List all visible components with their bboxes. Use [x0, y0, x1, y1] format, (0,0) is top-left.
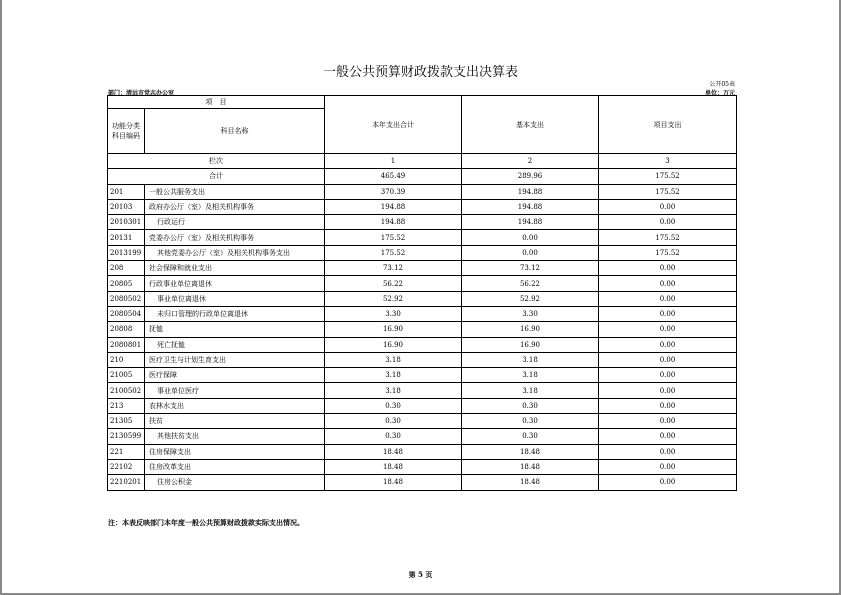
- project-expenditure-cell: 175.52: [599, 245, 737, 260]
- project-expenditure-cell: 0.00: [599, 291, 737, 306]
- basic-expenditure-cell: 18.48: [462, 444, 599, 459]
- subject-code: 2080504: [108, 306, 145, 321]
- subject-name: 党委办公厅（室）及相关机构事务: [145, 230, 325, 245]
- subject-name: 住房公积金: [145, 475, 325, 490]
- table-row: [108, 245, 737, 260]
- subject-code: 221: [108, 444, 145, 459]
- table-note: 注：本表反映部门本年度一般公共预算财政拨款实际支出情况。: [108, 518, 304, 527]
- total-value-3: 175.52: [599, 169, 737, 184]
- total-expenditure-cell: 56.22: [325, 276, 462, 291]
- project-expenditure-cell: 0.00: [599, 398, 737, 413]
- project-expenditure-cell: 0.00: [599, 352, 737, 367]
- subject-name: 其他党委办公厅（室）及相关机构事务支出: [145, 245, 325, 260]
- subject-name: 一般公共服务支出: [145, 184, 325, 199]
- subject-name-header: 科目名称: [145, 109, 325, 154]
- subject-code: 21305: [108, 414, 145, 429]
- total-expenditure-cell: 0.30: [325, 414, 462, 429]
- table-row: [108, 184, 737, 199]
- subject-code: 2210201: [108, 475, 145, 490]
- subject-code: 2130599: [108, 429, 145, 444]
- total-expenditure-cell: 3.30: [325, 306, 462, 321]
- total-row: [108, 169, 737, 184]
- total-expenditure-cell: 16.90: [325, 337, 462, 352]
- table-row: [108, 199, 737, 214]
- col-total-header: 本年支出合计: [325, 96, 462, 154]
- subject-code: 208: [108, 261, 145, 276]
- table-row: [108, 352, 737, 367]
- basic-expenditure-cell: 3.18: [462, 383, 599, 398]
- subject-code: 2010301: [108, 215, 145, 230]
- subject-name: 抚恤: [145, 322, 325, 337]
- total-expenditure-cell: 18.48: [325, 444, 462, 459]
- basic-expenditure-cell: 18.48: [462, 475, 599, 490]
- subject-code: 210: [108, 352, 145, 367]
- basic-expenditure-cell: 18.48: [462, 459, 599, 474]
- total-expenditure-cell: 52.92: [325, 291, 462, 306]
- subject-name: 医疗保障: [145, 368, 325, 383]
- total-expenditure-cell: 370.39: [325, 184, 462, 199]
- table-row: [108, 368, 737, 383]
- total-expenditure-cell: 3.18: [325, 368, 462, 383]
- basic-expenditure-cell: 0.30: [462, 398, 599, 413]
- project-expenditure-cell: 0.00: [599, 429, 737, 444]
- table-row: [108, 215, 737, 230]
- table-row: [108, 291, 737, 306]
- col-basic-header: 基本支出: [462, 96, 599, 154]
- subject-code: 2013199: [108, 245, 145, 260]
- total-value-2: 289.96: [462, 169, 599, 184]
- subject-code: 20131: [108, 230, 145, 245]
- basic-expenditure-cell: 0.00: [462, 230, 599, 245]
- header-row-item: [108, 96, 737, 109]
- table-row: [108, 398, 737, 413]
- basic-expenditure-cell: 16.90: [462, 322, 599, 337]
- basic-expenditure-cell: 194.88: [462, 199, 599, 214]
- subject-name: 其他扶贫支出: [145, 429, 325, 444]
- project-expenditure-cell: 0.00: [599, 383, 737, 398]
- project-expenditure-cell: 0.00: [599, 414, 737, 429]
- subject-name: 政府办公厅（室）及相关机构事务: [145, 199, 325, 214]
- item-header: 项 目: [108, 96, 325, 109]
- project-expenditure-cell: 0.00: [599, 368, 737, 383]
- total-expenditure-cell: 18.48: [325, 459, 462, 474]
- department-label: 部门：清远市党志办公室: [108, 90, 175, 97]
- total-label: 合计: [108, 169, 325, 184]
- table-row: [108, 337, 737, 352]
- subject-name: 行政运行: [145, 215, 325, 230]
- total-expenditure-cell: 0.30: [325, 429, 462, 444]
- subject-name: 未归口管理的行政单位离退休: [145, 306, 325, 321]
- total-expenditure-cell: 0.30: [325, 398, 462, 413]
- col-number-3: 3: [599, 154, 737, 169]
- col-number-1: 1: [325, 154, 462, 169]
- table-row: [108, 306, 737, 321]
- subject-name: 事业单位离退休: [145, 291, 325, 306]
- table-row: [108, 429, 737, 444]
- project-expenditure-cell: 0.00: [599, 475, 737, 490]
- project-expenditure-cell: 0.00: [599, 322, 737, 337]
- report-title: 一般公共预算财政拨款支出决算表: [322, 65, 518, 80]
- table-row: [108, 459, 737, 474]
- unit-label: 单位：万元: [704, 90, 735, 97]
- basic-expenditure-cell: 194.88: [462, 215, 599, 230]
- total-expenditure-cell: 175.52: [325, 230, 462, 245]
- basic-expenditure-cell: 52.92: [462, 291, 599, 306]
- project-expenditure-cell: 0.00: [599, 444, 737, 459]
- basic-expenditure-cell: 3.30: [462, 306, 599, 321]
- subject-name: 农林水支出: [145, 398, 325, 413]
- project-expenditure-cell: 0.00: [599, 337, 737, 352]
- subject-code: 2080801: [108, 337, 145, 352]
- table-row: [108, 444, 737, 459]
- subject-code: 2100502: [108, 383, 145, 398]
- table-row: [108, 261, 737, 276]
- form-code: 公开05表: [709, 81, 735, 88]
- basic-expenditure-cell: 3.18: [462, 352, 599, 367]
- col-number-2: 2: [462, 154, 599, 169]
- project-expenditure-cell: 0.00: [599, 261, 737, 276]
- subject-code: 20805: [108, 276, 145, 291]
- total-value-1: 465.49: [325, 169, 462, 184]
- column-number-row: [108, 154, 737, 169]
- subject-code: 20103: [108, 199, 145, 214]
- subject-name: 死亡抚恤: [145, 337, 325, 352]
- total-expenditure-cell: 18.48: [325, 475, 462, 490]
- subject-code: 2080502: [108, 291, 145, 306]
- table-row: [108, 276, 737, 291]
- table-row: [108, 475, 737, 490]
- lanci-label: 栏次: [108, 154, 325, 169]
- project-expenditure-cell: 175.52: [599, 230, 737, 245]
- project-expenditure-cell: 0.00: [599, 199, 737, 214]
- subject-name: 住房保障支出: [145, 444, 325, 459]
- subject-name: 住房改革支出: [145, 459, 325, 474]
- basic-expenditure-cell: 16.90: [462, 337, 599, 352]
- page-frame-left: [0, 0, 2, 595]
- expenditure-table: [107, 95, 737, 491]
- func-code-header: 功能分类 科目编码: [108, 109, 145, 154]
- subject-name: 事业单位医疗: [145, 383, 325, 398]
- subject-name: 医疗卫生与计划生育支出: [145, 352, 325, 367]
- subject-name: 社会保障和就业支出: [145, 261, 325, 276]
- basic-expenditure-cell: 0.00: [462, 245, 599, 260]
- table-row: [108, 414, 737, 429]
- basic-expenditure-cell: 194.88: [462, 184, 599, 199]
- total-expenditure-cell: 3.18: [325, 352, 462, 367]
- basic-expenditure-cell: 73.12: [462, 261, 599, 276]
- project-expenditure-cell: 175.52: [599, 184, 737, 199]
- total-expenditure-cell: 175.52: [325, 245, 462, 260]
- basic-expenditure-cell: 0.30: [462, 429, 599, 444]
- total-expenditure-cell: 3.18: [325, 383, 462, 398]
- total-expenditure-cell: 73.12: [325, 261, 462, 276]
- subject-code: 201: [108, 184, 145, 199]
- col-project-header: 项目支出: [599, 96, 737, 154]
- table-row: [108, 230, 737, 245]
- subject-name: 扶贫: [145, 414, 325, 429]
- subject-code: 21005: [108, 368, 145, 383]
- project-expenditure-cell: 0.00: [599, 276, 737, 291]
- subject-code: 20808: [108, 322, 145, 337]
- total-expenditure-cell: 16.90: [325, 322, 462, 337]
- total-expenditure-cell: 194.88: [325, 199, 462, 214]
- basic-expenditure-cell: 0.30: [462, 414, 599, 429]
- project-expenditure-cell: 0.00: [599, 215, 737, 230]
- basic-expenditure-cell: 3.18: [462, 368, 599, 383]
- project-expenditure-cell: 0.00: [599, 459, 737, 474]
- subject-code: 22102: [108, 459, 145, 474]
- project-expenditure-cell: 0.00: [599, 306, 737, 321]
- total-expenditure-cell: 194.88: [325, 215, 462, 230]
- table-row: [108, 322, 737, 337]
- table-row: [108, 383, 737, 398]
- page-number: 第 5 页: [408, 570, 433, 579]
- subject-name: 行政事业单位离退休: [145, 276, 325, 291]
- basic-expenditure-cell: 56.22: [462, 276, 599, 291]
- subject-code: 213: [108, 398, 145, 413]
